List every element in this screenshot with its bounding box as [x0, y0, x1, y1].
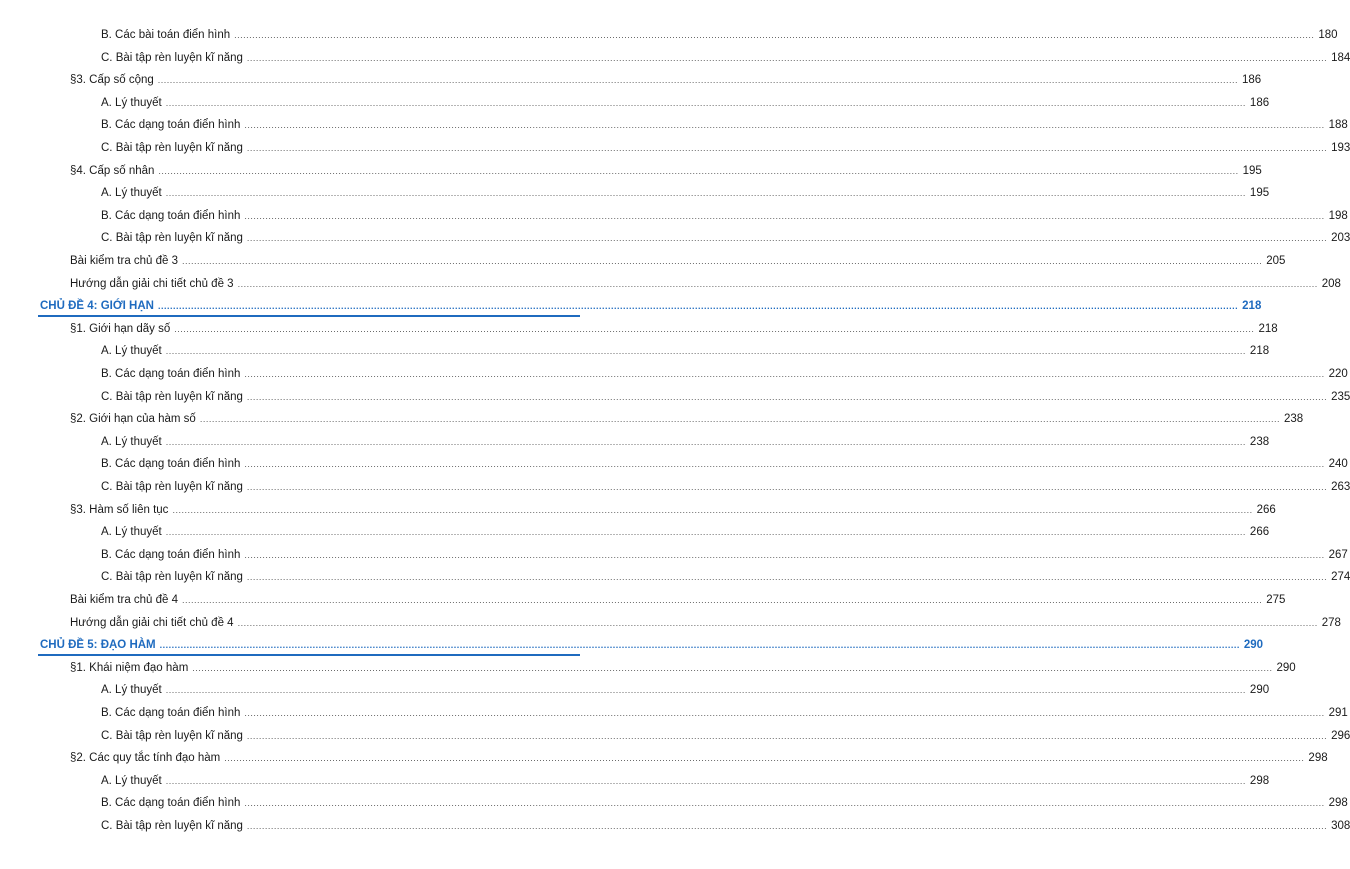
- toc-dot-leader: ........................................................................................................................................................................................................................................................................................................................................................................: [192, 662, 1273, 673]
- toc-dot-leader: ........................................................................................................................................................................................................................................................................................................................................................................: [237, 278, 1318, 289]
- toc-page-number: 298: [1328, 797, 1348, 810]
- toc-dot-leader: ........................................................................................................................................................................................................................................................................................................................................................................: [246, 482, 1328, 492]
- toc-page-number: 188: [1328, 119, 1348, 132]
- toc-section-entry[interactable]: [70, 593, 1286, 607]
- toc-subsection-entry[interactable]: [101, 435, 1270, 449]
- toc-dot-leader: ........................................................................................................................................................................................................................................................................................................................................................................: [182, 256, 1263, 266]
- toc-dot-leader: ........................................................................................................................................................................................................................................................................................................................................................................: [157, 75, 1238, 86]
- toc-entry-label: B. Các dạng toán điển hình: [101, 368, 241, 380]
- toc-subsection-entry[interactable]: [101, 683, 1270, 697]
- toc-subsection-entry[interactable]: [101, 706, 1348, 720]
- toc-dot-leader: ........................................................................................................................................................................................................................................................................................................................................................................: [165, 775, 1246, 786]
- toc-section-entry[interactable]: [70, 661, 1296, 675]
- toc-entry-label: A. Lý thuyết: [101, 435, 162, 448]
- toc-entry-label: §2. Các quy tắc tính đạo hàm: [70, 752, 221, 765]
- toc-dot-leader: ........................................................................................................................................................................................................................................................................................................................................................................: [246, 233, 1328, 244]
- toc-entry-label: A. Lý thuyết: [101, 96, 162, 109]
- toc-page-number: 298: [1308, 752, 1328, 765]
- toc-dot-leader: ........................................................................................................................................................................................................................................................................................................................................................................: [246, 572, 1328, 583]
- toc-entry-label: A. Lý thuyết: [101, 345, 162, 358]
- toc-page-number: 290: [1276, 661, 1296, 674]
- toc-chapter-entry[interactable]: [40, 638, 1264, 652]
- toc-page-number: 208: [1321, 277, 1341, 290]
- toc-page-number: 205: [1266, 255, 1286, 267]
- toc-entry-label: C. Bài tập rèn luyện kĩ năng: [101, 51, 243, 64]
- toc-page-number: 218: [1249, 345, 1270, 358]
- toc-entry-label: C. Bài tập rèn luyện kĩ năng: [101, 571, 243, 584]
- toc-entry-label: B. Các dạng toán điển hình: [101, 707, 241, 719]
- toc-section-entry[interactable]: [70, 503, 1276, 517]
- toc-page-number: 238: [1249, 435, 1270, 448]
- toc-page-number: 308: [1331, 820, 1350, 832]
- toc-section-entry[interactable]: [70, 412, 1304, 426]
- toc-page-number: 290: [1249, 684, 1270, 697]
- toc-subsection-entry[interactable]: [101, 570, 1350, 584]
- toc-section-entry[interactable]: [70, 616, 1341, 630]
- toc-chapter-entry[interactable]: [40, 299, 1262, 313]
- toc-dot-leader: ........................................................................................................................................................................................................................................................................................................................................................................: [199, 414, 1280, 425]
- toc-entry-label: B. Các bài toán điển hình: [101, 29, 231, 41]
- toc-dot-leader: ........................................................................................................................................................................................................................................................................................................................................................................: [246, 730, 1328, 741]
- toc-page-number: 186: [1249, 96, 1270, 109]
- toc-entry-label: §1. Giới hạn dãy số: [70, 322, 171, 335]
- toc-entry-label: Hướng dẫn giải chi tiết chủ đề 4: [70, 616, 234, 629]
- toc-page-number: 184: [1331, 51, 1350, 64]
- toc-entry-label: A. Lý thuyết: [101, 774, 162, 787]
- toc-section-entry[interactable]: [70, 277, 1341, 291]
- toc-entry-label: C. Bài tập rèn luyện kĩ năng: [101, 820, 243, 832]
- toc-page-number: 274: [1331, 571, 1350, 584]
- toc-page-number: 195: [1242, 164, 1262, 177]
- toc-subsection-entry[interactable]: [101, 390, 1350, 404]
- toc-subsection-entry[interactable]: [101, 525, 1270, 539]
- toc-entry-label: C. Bài tập rèn luyện kĩ năng: [101, 232, 243, 245]
- toc-dot-leader: ........................................................................................................................................................................................................................................................................................................................................................................: [174, 323, 1255, 334]
- toc-subsection-entry[interactable]: [101, 367, 1348, 381]
- toc-dot-leader: ........................................................................................................................................................................................................................................................................................................................................................................: [165, 527, 1246, 538]
- toc-subsection-entry[interactable]: [101, 480, 1350, 494]
- toc-dot-leader: ........................................................................................................................................................................................................................................................................................................................................................................: [165, 97, 1246, 108]
- toc-entry-label: B. Các dạng toán điển hình: [101, 119, 241, 132]
- toc-page-number: 218: [1258, 322, 1278, 335]
- toc-page-number: 296: [1331, 729, 1350, 742]
- toc-subsection-entry[interactable]: [101, 51, 1350, 65]
- toc-dot-leader: ........................................................................................................................................................................................................................................................................................................................................................................: [158, 165, 1239, 176]
- toc-page-number: 203: [1331, 232, 1350, 245]
- toc-section-entry[interactable]: [70, 164, 1262, 178]
- toc-subsection-entry[interactable]: [101, 344, 1270, 358]
- toc-page-number: 266: [1249, 526, 1270, 539]
- toc-entry-label: B. Các dạng toán điển hình: [101, 548, 241, 561]
- toc-subsection-entry[interactable]: [101, 774, 1270, 788]
- toc-page-number: 235: [1331, 390, 1350, 403]
- chapter-underline: [38, 315, 580, 317]
- toc-entry-label: Bài kiểm tra chủ đề 4: [70, 594, 179, 606]
- toc-dot-leader: ........................................................................................................................................................................................................................................................................................................................................................................: [237, 617, 1318, 628]
- chapter-underline: [38, 654, 580, 656]
- toc-dot-leader: ........................................................................................................................................................................................................................................................................................................................................................................: [159, 640, 1240, 651]
- toc-entry-label: CHỦ ĐỀ 5: ĐẠO HÀM: [40, 639, 156, 652]
- toc-page-number: 195: [1249, 187, 1270, 200]
- toc-page-number: 275: [1266, 594, 1286, 606]
- toc-entry-label: B. Các dạng toán điển hình: [101, 797, 241, 810]
- toc-subsection-entry[interactable]: [101, 819, 1350, 833]
- toc-page-number: 290: [1243, 639, 1264, 652]
- toc-page-number: 198: [1328, 209, 1348, 222]
- toc-subsection-entry[interactable]: [101, 186, 1270, 200]
- toc-section-entry[interactable]: [70, 751, 1328, 765]
- toc-page-number: 266: [1256, 503, 1276, 516]
- toc-entry-label: C. Bài tập rèn luyện kĩ năng: [101, 481, 243, 493]
- toc-entry-label: Bài kiểm tra chủ đề 3: [70, 255, 179, 267]
- toc-entry-label: CHỦ ĐỀ 4: GIỚI HẠN: [40, 300, 154, 313]
- toc-dot-leader: ........................................................................................................................................................................................................................................................................................................................................................................: [234, 30, 1315, 40]
- toc-dot-leader: ........................................................................................................................................................................................................................................................................................................................................................................: [244, 549, 1325, 560]
- toc-dot-leader: ........................................................................................................................................................................................................................................................................................................................................................................: [172, 504, 1253, 515]
- toc-subsection-entry[interactable]: [101, 231, 1350, 245]
- toc-page-number: 220: [1328, 368, 1348, 380]
- toc-subsection-entry[interactable]: [101, 28, 1338, 42]
- toc-dot-leader: ........................................................................................................................................................................................................................................................................................................................................................................: [165, 188, 1246, 199]
- toc-subsection-entry[interactable]: [101, 141, 1350, 155]
- toc-entry-label: A. Lý thuyết: [101, 526, 162, 539]
- toc-page-number: 186: [1241, 74, 1262, 87]
- toc-page-number: 193: [1331, 142, 1350, 154]
- toc-entry-label: C. Bài tập rèn luyện kĩ năng: [101, 729, 243, 742]
- toc-page-number: 238: [1284, 413, 1304, 426]
- toc-dot-leader: ........................................................................................................................................................................................................................................................................................................................................................................: [246, 821, 1328, 831]
- toc-page-number: 218: [1242, 300, 1262, 313]
- toc-dot-leader: ........................................................................................................................................................................................................................................................................................................................................................................: [165, 436, 1246, 447]
- toc-page-number: 267: [1328, 548, 1348, 561]
- toc-page-number: 240: [1328, 458, 1348, 471]
- toc-subsection-entry[interactable]: [101, 118, 1348, 132]
- toc-dot-leader: ........................................................................................................................................................................................................................................................................................................................................................................: [244, 708, 1325, 718]
- toc-page-number: 180: [1318, 29, 1338, 41]
- toc-page-number: 263: [1331, 481, 1350, 493]
- toc-dot-leader: ........................................................................................................................................................................................................................................................................................................................................................................: [182, 595, 1263, 605]
- toc-entry-label: Hướng dẫn giải chi tiết chủ đề 3: [70, 277, 234, 290]
- toc-dot-leader: ........................................................................................................................................................................................................................................................................................................................................................................: [244, 798, 1325, 809]
- toc-entry-label: B. Các dạng toán điển hình: [101, 458, 241, 471]
- toc-dot-leader: ........................................................................................................................................................................................................................................................................................................................................................................: [244, 459, 1325, 470]
- toc-entry-label: B. Các dạng toán điển hình: [101, 209, 241, 222]
- toc-subsection-entry[interactable]: [101, 209, 1348, 223]
- toc-section-entry[interactable]: [70, 254, 1286, 268]
- toc-subsection-entry[interactable]: [101, 457, 1348, 471]
- toc-dot-leader: ........................................................................................................................................................................................................................................................................................................................................................................: [157, 301, 1239, 312]
- toc-dot-leader: ........................................................................................................................................................................................................................................................................................................................................................................: [224, 753, 1305, 764]
- toc-page-number: 298: [1249, 774, 1270, 787]
- toc-entry-label: A. Lý thuyết: [101, 187, 162, 200]
- toc-dot-leader: ........................................................................................................................................................................................................................................................................................................................................................................: [246, 391, 1328, 402]
- toc-entry-label: §2. Giới hạn của hàm số: [70, 413, 196, 426]
- toc-entry-label: C. Bài tập rèn luyện kĩ năng: [101, 142, 243, 154]
- toc-page-number: 278: [1321, 616, 1341, 629]
- toc-subsection-entry[interactable]: [101, 548, 1348, 562]
- toc-dot-leader: ........................................................................................................................................................................................................................................................................................................................................................................: [246, 52, 1328, 63]
- toc-section-entry[interactable]: [70, 322, 1278, 336]
- toc-dot-leader: ........................................................................................................................................................................................................................................................................................................................................................................: [246, 143, 1328, 153]
- toc-entry-label: A. Lý thuyết: [101, 684, 162, 697]
- toc-subsection-entry[interactable]: [101, 796, 1348, 810]
- toc-entry-label: §1. Khái niệm đạo hàm: [70, 661, 189, 674]
- toc-entry-label: §3. Cấp số cộng: [70, 74, 154, 87]
- toc-section-entry[interactable]: [70, 73, 1262, 87]
- toc-dot-leader: ........................................................................................................................................................................................................................................................................................................................................................................: [244, 210, 1325, 221]
- toc-subsection-entry[interactable]: [101, 729, 1350, 743]
- toc-entry-label: C. Bài tập rèn luyện kĩ năng: [101, 390, 243, 403]
- toc-page-number: 291: [1328, 707, 1348, 719]
- toc-subsection-entry[interactable]: [101, 96, 1270, 110]
- toc-dot-leader: ........................................................................................................................................................................................................................................................................................................................................................................: [165, 685, 1246, 696]
- toc-dot-leader: ........................................................................................................................................................................................................................................................................................................................................................................: [244, 369, 1325, 379]
- toc-dot-leader: ........................................................................................................................................................................................................................................................................................................................................................................: [165, 346, 1246, 357]
- toc-dot-leader: ........................................................................................................................................................................................................................................................................................................................................................................: [244, 120, 1325, 131]
- toc-entry-label: §4. Cấp số nhân: [70, 164, 155, 177]
- toc-entry-label: §3. Hàm số liên tục: [70, 503, 169, 516]
